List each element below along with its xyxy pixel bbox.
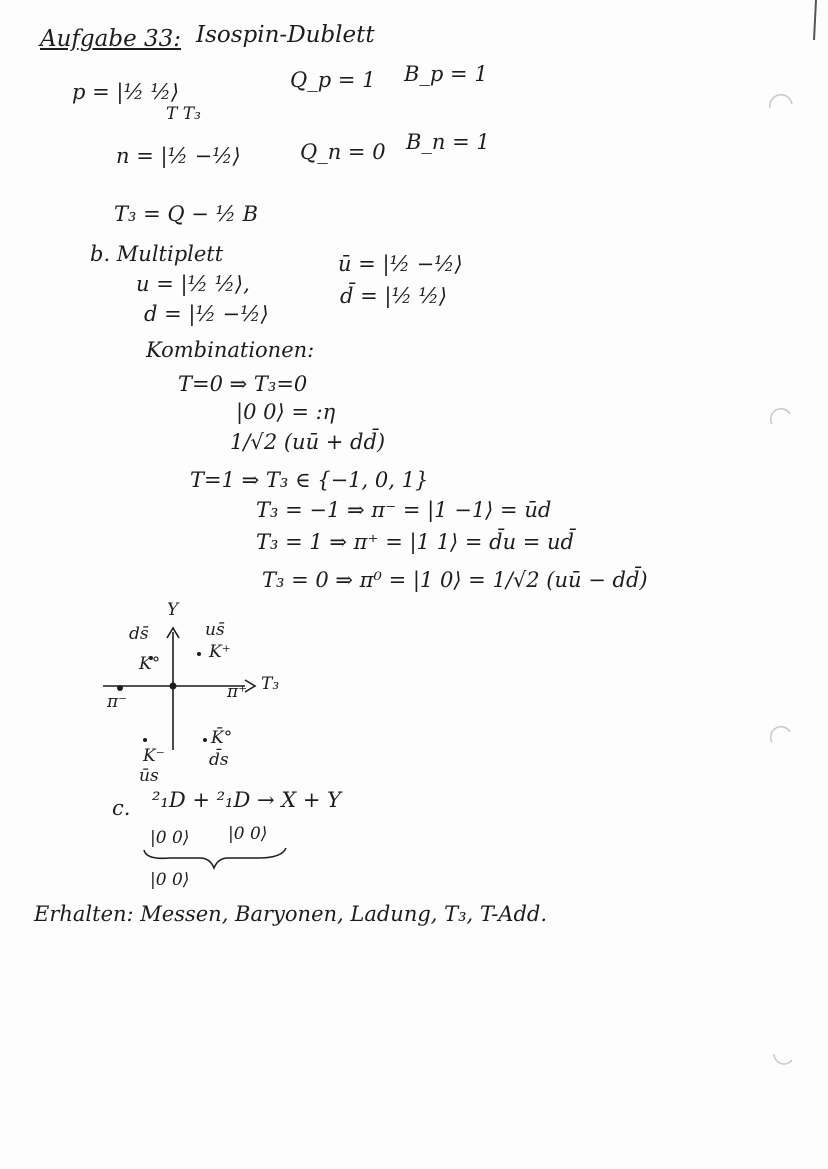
k-zero-bar-label: K̄° [211, 728, 233, 748]
y-axis-label: Y [167, 600, 179, 620]
t-zero-line: T=0 ⇒ T₃=0 [178, 372, 308, 396]
t3-axis-label: T₃ [261, 674, 280, 694]
u-antiquark-state: ū = |½ −½⟩ [338, 252, 463, 276]
combining-brace [140, 846, 290, 872]
k-minus-quarks: ūs [139, 766, 159, 786]
eta-state: |0 0⟩ = :η [236, 400, 336, 424]
left-isospin-state: |0 0⟩ [150, 828, 190, 848]
conservation-conclusion: Erhalten: Messen, Baryonen, Ladung, T₃, T-Add. [34, 902, 548, 926]
u-quark-state: u = |½ ½⟩, [136, 272, 250, 296]
pi-minus-line: T₃ = −1 ⇒ π⁻ = |1 −1⟩ = ūd [256, 498, 552, 522]
k-zero-label: K° [139, 654, 161, 674]
k-minus-label: K⁻ [143, 746, 165, 766]
d-antiquark-state: d̄ = |½ ½⟩ [340, 284, 448, 308]
charge-formula: T₃ = Q − ½ B [114, 202, 258, 226]
proton-charge: Q_p = 1 [290, 68, 376, 92]
d-quark-state: d = |½ −½⟩ [144, 302, 269, 326]
part-c-label: c. [112, 796, 131, 820]
neutron-charge: Q_n = 0 [300, 140, 386, 164]
pi-zero-line: T₃ = 0 ⇒ π⁰ = |1 0⟩ = 1/√2 (uū − dd̄) [262, 568, 648, 592]
k-zero-quarks: ds̄ [129, 624, 149, 644]
part-b-heading: b. Multiplett [90, 242, 224, 266]
neutron-state: n = |½ −½⟩ [116, 144, 241, 168]
neutron-baryon: B_n = 1 [406, 130, 490, 154]
exercise-number: Aufgabe 33: [40, 26, 182, 52]
t-one-line: T=1 ⇒ T₃ ∈ {−1, 0, 1} [190, 468, 429, 492]
deuteron-reaction: ²₁D + ²₁D → X + Y [152, 788, 341, 812]
combinations-heading: Kombinationen: [146, 338, 315, 362]
eta-combination: 1/√2 (uū + dd̄) [230, 430, 386, 454]
pi-plus-line: T₃ = 1 ⇒ π⁺ = |1 1⟩ = d̄u = ud̄ [256, 530, 575, 554]
combined-isospin-state: |0 0⟩ [150, 870, 190, 890]
pi-plus-label: π⁺ [227, 682, 248, 702]
quantum-number-labels: T T₃ [166, 104, 201, 124]
kaon-pion-weight-diagram [95, 600, 295, 790]
proton-baryon: B_p = 1 [404, 62, 488, 86]
k-plus-label: K⁺ [209, 642, 231, 662]
right-isospin-state: |0 0⟩ [228, 824, 268, 844]
part-a-proton: p = |½ ½⟩ [72, 80, 180, 104]
pi-minus-label: π⁻ [107, 692, 128, 712]
k-zero-bar-quarks: d̄s [209, 750, 229, 770]
k-plus-quarks: us̄ [205, 620, 225, 640]
exercise-topic: Isospin-Dublett [196, 22, 375, 48]
